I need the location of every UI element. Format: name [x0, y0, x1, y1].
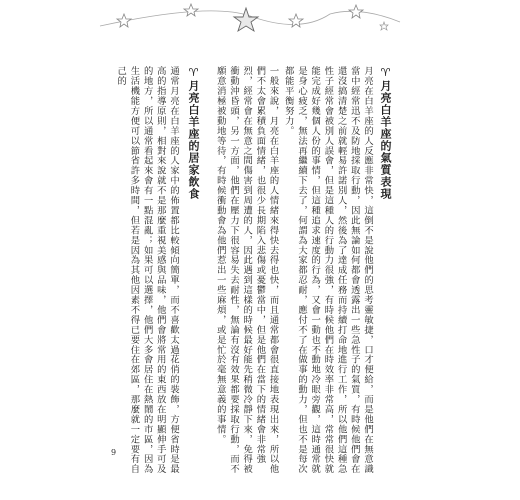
section-heading-text: 月亮白羊座的氣質表現 [379, 80, 392, 200]
body-paragraph: 通常月亮在白羊座的人家中的佈置都比較傾向簡單，而不喜歡太過花俏的裝飾，方便省時是最高的指導原則，相對來說就不是那麼重視美感與品味，他們會將常用的東西放在明顯伸手可及的地方，所以通常看起來會有一點混亂；如果可以選擇，他們大多會居住在熱鬧的市區，因為生活機能方便可以節省許多時間，但若是因為其他因素不得已要住在郊區，那麼就一定要有自己的 [115, 66, 179, 474]
section-heading [378, 66, 392, 478]
star-icon [380, 22, 388, 30]
body-paragraph: 月亮在白羊座的人反應非常快，這倒不是說他們的思考靈敏捷，口才便給，而是他們在無意識當中經常迅不及防地採取行動，因此無論如何都會透露出一些急性子的氣質，有時候他們會在還沒搞清楚之前就輕易許諾別人，然後為了達成任務而持續打命地進行工作，所以他們這種急性子經常會被別人誤會，但是這種人的行動力很強，有時候他們在時效率非常高，常常很快就能完成好幾個人份的事情，但這種追求速度的行為，又會一動也不動地冷眼旁觀，這時通常就是身心疲乏，無法再繼續下去了，何謂為大家都忍耐，應付不了在做事的動力，但也不是每次都能平衡努力。 [282, 66, 373, 474]
star-icon [234, 8, 258, 31]
star-icon [289, 14, 303, 27]
section-home-diet [114, 66, 200, 478]
section-heading-text: 月亮白羊座的居家飲食 [187, 80, 200, 200]
section-heading [186, 66, 200, 478]
aries-icon: ♈ [379, 66, 392, 80]
page-number: 9 [111, 448, 117, 457]
section-temperament [214, 66, 392, 478]
star-icon [117, 14, 131, 27]
body-paragraph: 一般來說，月亮在白羊座的人情緒來得快去得也快，而且通常都會很直接地表現出來，所以他們不太會累積負面情緒，也很少長期陷入悲傷或憂鬱當中，但是他們在當下的情緒會非常強烈，經常會在無意之間傷害到周遭的人，因此遇到這樣的時候最好能先稍微冷靜下來，免得被衝動沖昏頭，另一方面，他們在壓力下很容易失去耐性，無論有沒有效果都要採取行動，而不願意消極被動地等待，有時候衝動會為他們惹出一些麻煩，或是忙於毫無意義的事情。 [214, 66, 279, 474]
star-decoration [0, 0, 520, 40]
star-icon [184, 4, 198, 16]
aries-icon: ♈ [187, 66, 200, 80]
star-icon [349, 5, 363, 18]
